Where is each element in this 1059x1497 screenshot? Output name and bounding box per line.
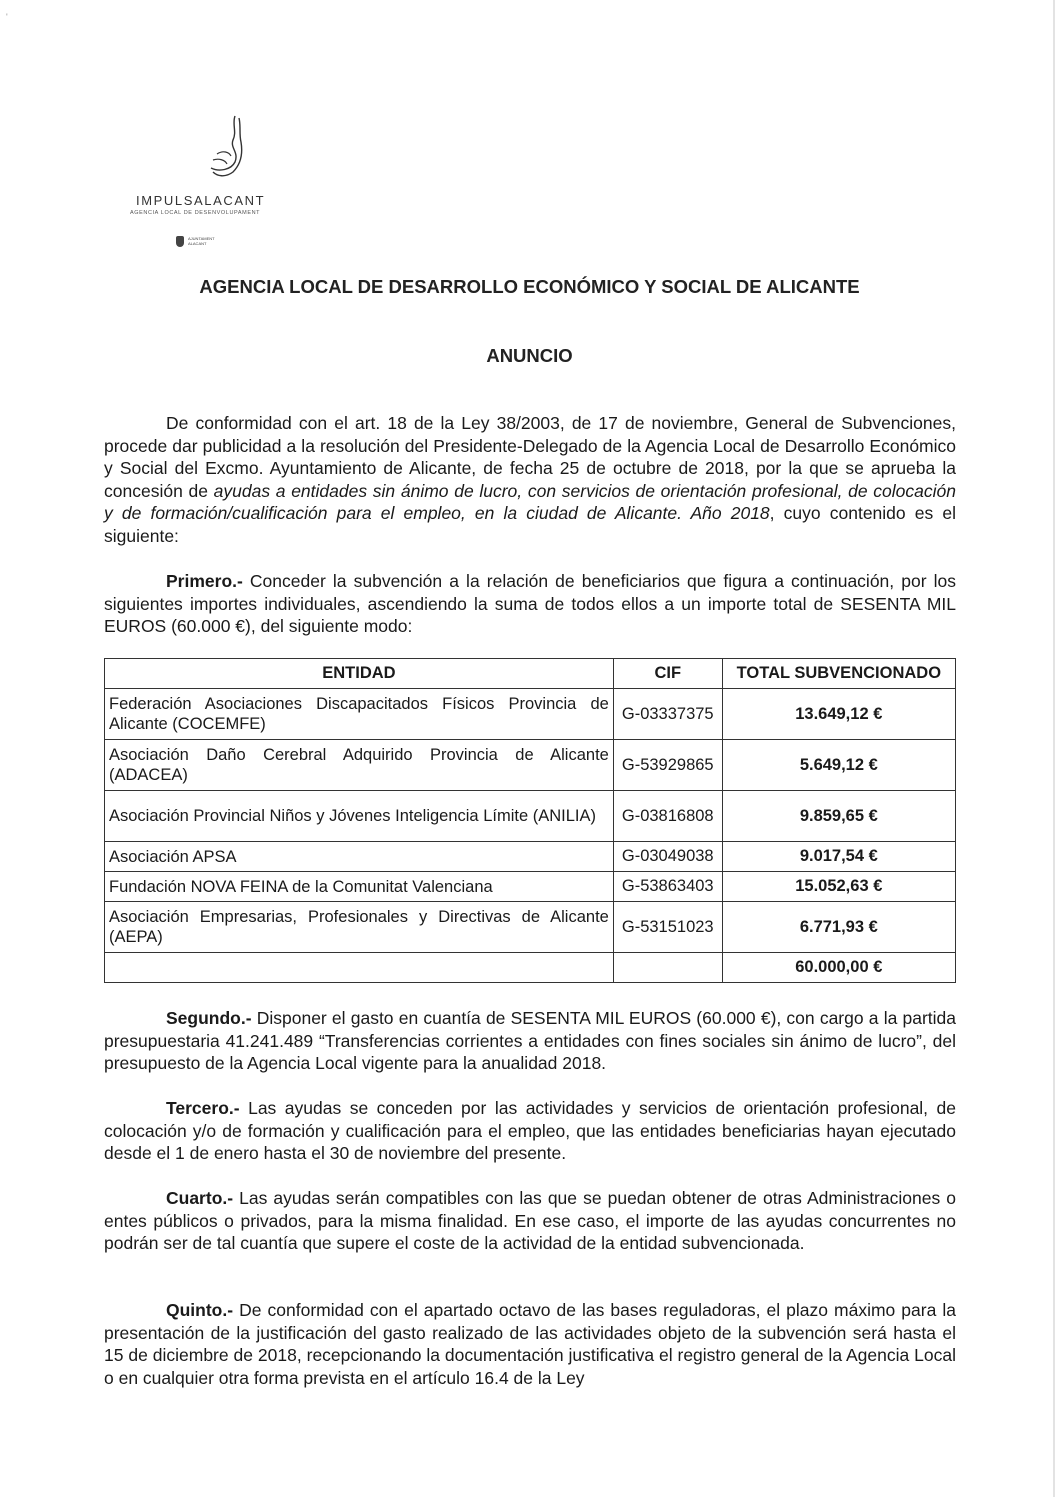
- cuarto-label: Cuarto.-: [166, 1188, 234, 1208]
- cell-grand-total: 60.000,00 €: [722, 953, 955, 983]
- segundo-text: Disponer el gasto en cuantía de SESENTA MIL EUROS (60.000 €), con cargo a la partida presupuestaria 41.241.489 “Transferencias corrientes a entidades con fines sociales sin ánimo de lucro”, del presupuesto de la Agencia Local vigente para la anualidad 2018.: [104, 1008, 956, 1074]
- header-total: TOTAL SUBVENCIONADO: [722, 659, 955, 689]
- quinto-paragraph: [104, 1299, 956, 1389]
- cell-total: 15.052,63 €: [722, 872, 955, 902]
- table-row: [105, 842, 956, 872]
- cell-cif: G-53863403: [613, 872, 722, 902]
- table-row: [105, 872, 956, 902]
- cell-empty: [613, 953, 722, 983]
- hand-logo-icon: [195, 110, 255, 190]
- table-row: [105, 791, 956, 842]
- primero-paragraph: [104, 570, 956, 638]
- cell-cif: G-53929865: [613, 740, 722, 791]
- intro-paragraph: [104, 412, 956, 548]
- cell-total: 6.771,93 €: [722, 902, 955, 953]
- cuarto-paragraph: [104, 1187, 956, 1255]
- cell-entidad: Asociación Daño Cerebral Adquirido Provincia de Alicante (ADACEA): [105, 740, 614, 791]
- cell-total: 9.859,65 €: [722, 791, 955, 842]
- cell-total: 13.649,12 €: [722, 689, 955, 740]
- table-row: [105, 740, 956, 791]
- cuarto-text: Las ayudas serán compatibles con las que se puedan obtener de otras Administraciones o entes públicos o privados, para la misma finalidad. En ese caso, el importe de las ayudas concurrentes no podrán ser de tal cuantía que supere el coste de la actividad de la entidad subvencionada.: [104, 1188, 956, 1254]
- document-title: AGENCIA LOCAL DE DESARROLLO ECONÓMICO Y SOCIAL DE ALICANTE: [199, 276, 860, 297]
- table-total-row: [105, 953, 956, 983]
- tercero-text: Las ayudas se conceden por las actividades y servicios de orientación profesional, de colocación y/o de formación y cualificación para el empleo, que las entidades beneficiarias hayan ejecutado desde el 1 de enero hasta el 30 de noviembre del presente.: [104, 1098, 956, 1164]
- cell-cif: G-53151023: [613, 902, 722, 953]
- ayuntamiento-label: AJUNTAMENT ALACANT: [188, 236, 215, 246]
- cell-total: 9.017,54 €: [722, 842, 955, 872]
- crest-icon: [176, 236, 184, 247]
- cell-cif: G-03049038: [613, 842, 722, 872]
- segundo-label: Segundo.-: [166, 1008, 252, 1028]
- table-row: [105, 689, 956, 740]
- cell-cif: G-03337375: [613, 689, 722, 740]
- logo-subtitle: AGENCIA LOCAL DE DESENVOLUPAMENT: [130, 210, 261, 216]
- cell-entidad: Asociación Empresarias, Profesionales y Directivas de Alicante (AEPA): [105, 902, 614, 953]
- segundo-paragraph: [104, 1007, 956, 1075]
- document-subtitle: ANUNCIO: [486, 345, 573, 366]
- tercero-label: Tercero.-: [166, 1098, 240, 1118]
- primero-text: Conceder la subvención a la relación de beneficiarios que figura a continuación, por los siguientes importes individuales, ascendiendo la suma de todos ellos a un importe total de SESENTA MIL EUROS (60.000 €), del siguiente modo:: [104, 571, 956, 637]
- intro-text-a: De conformidad con el art. 18 de la Ley 38/2003, de 17 de noviembre, General de Subvenciones, procede dar publicidad a la resolución del Presidente-Delegado de la Agencia Local de Desarrollo Económico y Social del Excmo. Ayuntamiento de Alicante, de fecha 25 de octubre de 2018, por la que se aprueba la concesión de: [104, 413, 956, 501]
- intro-text-b: , cuyo contenido es el siguiente:: [104, 503, 957, 546]
- cell-empty: [105, 953, 614, 983]
- primero-label: Primero.-: [166, 571, 243, 591]
- quinto-text: De conformidad con el apartado octavo de las bases reguladoras, el plazo máximo para la presentación de la justificación del gasto realizado de las actividades objeto de la subvención será hasta el 15 de diciembre de 2018, recepcionando la documentación justificativa el registro general de la Agencia Local o en cualquier otra forma prevista en el artículo 16.4 de la Ley: [104, 1300, 956, 1388]
- header-cif: CIF: [613, 659, 722, 689]
- header-entidad: ENTIDAD: [105, 659, 614, 689]
- cell-entidad: Fundación NOVA FEINA de la Comunitat Valenciana: [105, 872, 614, 902]
- quinto-label: Quinto.-: [166, 1300, 234, 1320]
- table-row: [105, 902, 956, 953]
- beneficiaries-table: [104, 658, 956, 983]
- cell-entidad: Asociación APSA: [105, 842, 614, 872]
- tercero-paragraph: [104, 1097, 956, 1165]
- cell-total: 5.649,12 €: [722, 740, 955, 791]
- logo-name: IMPULSALACANT: [136, 193, 266, 208]
- cell-entidad: Asociación Provincial Niños y Jóvenes Inteligencia Límite (ANILIA): [105, 791, 614, 842]
- intro-text-italic: ayudas a entidades sin ánimo de lucro, con servicios de orientación profesional, de colocación y de formación/cualificación para el empleo, en la ciudad de Alicante. Año 2018: [104, 480, 956, 524]
- cell-cif: G-03816808: [613, 791, 722, 842]
- scan-edge: [1053, 0, 1055, 1497]
- cell-entidad: Federación Asociaciones Discapacitados Físicos Provincia de Alicante (COCEMFE): [105, 689, 614, 740]
- table-header-row: [105, 659, 956, 689]
- scan-mark: ': [6, 12, 8, 22]
